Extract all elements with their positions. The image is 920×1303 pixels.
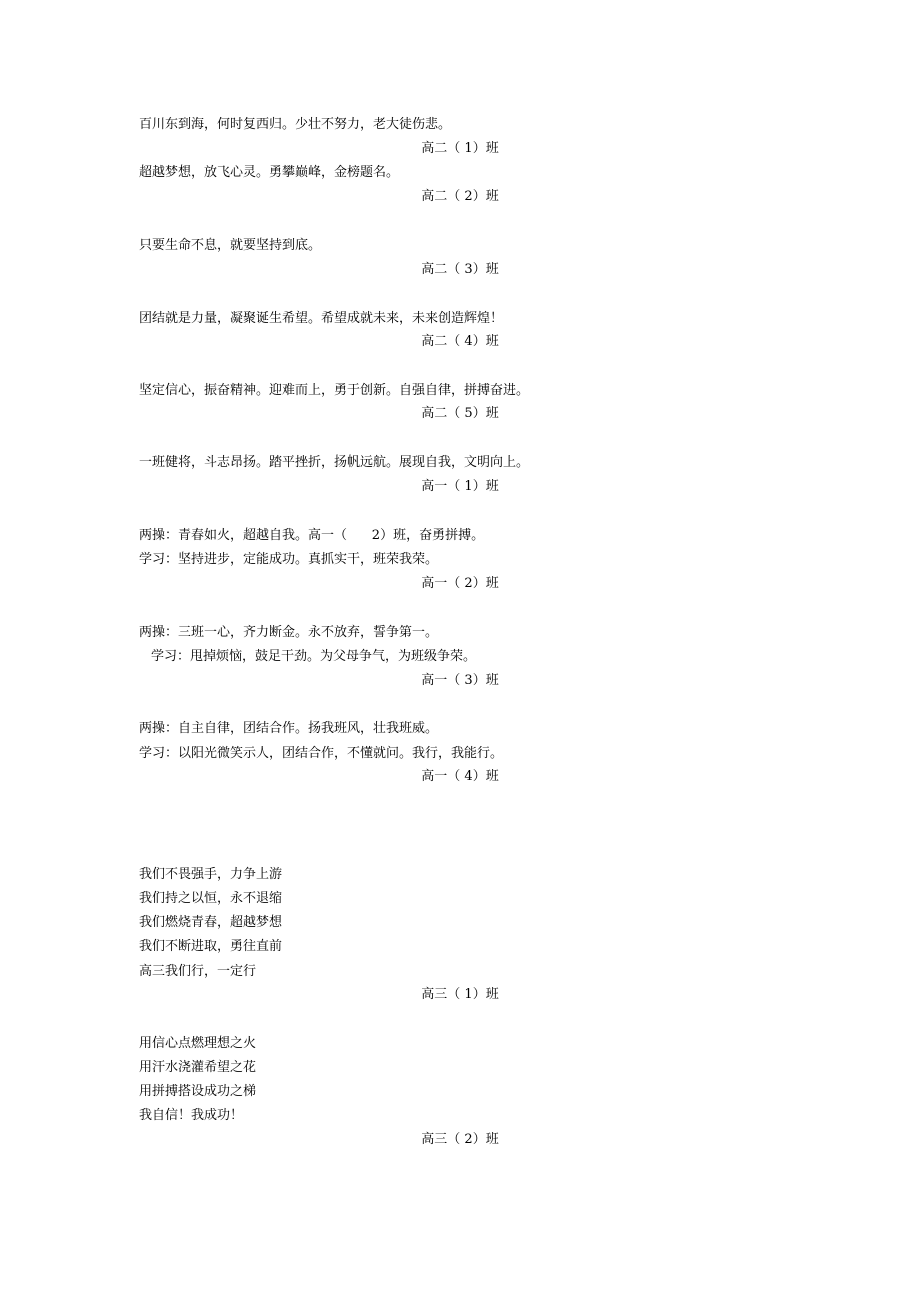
slogan-line: 我们燃烧青春，超越梦想 xyxy=(139,915,283,930)
class-label: 高一（ 2）班 xyxy=(421,576,499,591)
class-label: 高一（ 1）班 xyxy=(421,479,499,494)
slogan-line: 高三我们行，一定行 xyxy=(139,964,257,979)
slogan-line: 我们持之以恒，永不退缩 xyxy=(139,891,283,906)
slogan-line: 学习：坚持进步，定能成功。真抓实干，班荣我荣。 xyxy=(139,552,439,567)
class-label: 高二（ 5）班 xyxy=(421,406,499,421)
slogan-line: 用汗水浇灌希望之花 xyxy=(139,1060,257,1075)
slogan-line: 我们不断进取，勇往直前 xyxy=(139,939,283,954)
slogan-line: 坚定信心，振奋精神。迎难而上，勇于创新。自强自律，拼搏奋进。 xyxy=(139,383,530,398)
class-label: 高二（ 3）班 xyxy=(421,262,499,277)
slogan-line: 一班健将，斗志昂扬。踏平挫折，扬帆远航。展现自我，文明向上。 xyxy=(139,455,530,470)
slogan-line: 我自信！我成功！ xyxy=(139,1108,244,1123)
class-label: 高三（ 1）班 xyxy=(421,987,499,1002)
slogan-line: 我们不畏强手，力争上游 xyxy=(139,867,283,882)
class-label: 高二（ 2）班 xyxy=(421,189,499,204)
slogan-line: 百川东到海，何时复西归。少壮不努力，老大徒伤悲。 xyxy=(139,117,452,132)
slogan-line: 两操：青春如火，超越自我。高一（ 2）班，奋勇拼搏。 xyxy=(139,528,485,543)
class-label: 高一（ 4）班 xyxy=(421,769,499,784)
slogan-line: 学习：以阳光微笑示人，团结合作，不懂就问。我行，我能行。 xyxy=(139,746,504,761)
class-label: 高二（ 4）班 xyxy=(421,334,499,349)
slogan-line: 两操：自主自律，团结合作。扬我班风，壮我班威。 xyxy=(139,721,439,736)
class-label: 高一（ 3）班 xyxy=(421,673,499,688)
slogan-line: 学习：甩掉烦恼，鼓足干劲。为父母争气，为班级争荣。 xyxy=(151,649,477,664)
slogan-line: 超越梦想，放飞心灵。勇攀巅峰，金榜题名。 xyxy=(139,165,400,180)
class-label: 高三（ 2）班 xyxy=(421,1132,499,1147)
slogan-line: 用信心点燃理想之火 xyxy=(139,1036,257,1051)
slogan-line: 两操：三班一心，齐力断金。永不放弃，誓争第一。 xyxy=(139,625,439,640)
slogan-line: 用拼搏搭设成功之梯 xyxy=(139,1084,257,1099)
class-label: 高二（ 1）班 xyxy=(421,141,499,156)
slogan-line: 只要生命不息，就要坚持到底。 xyxy=(139,238,322,253)
slogan-line: 团结就是力量，凝聚诞生希望。希望成就未来，未来创造辉煌！ xyxy=(139,311,504,326)
